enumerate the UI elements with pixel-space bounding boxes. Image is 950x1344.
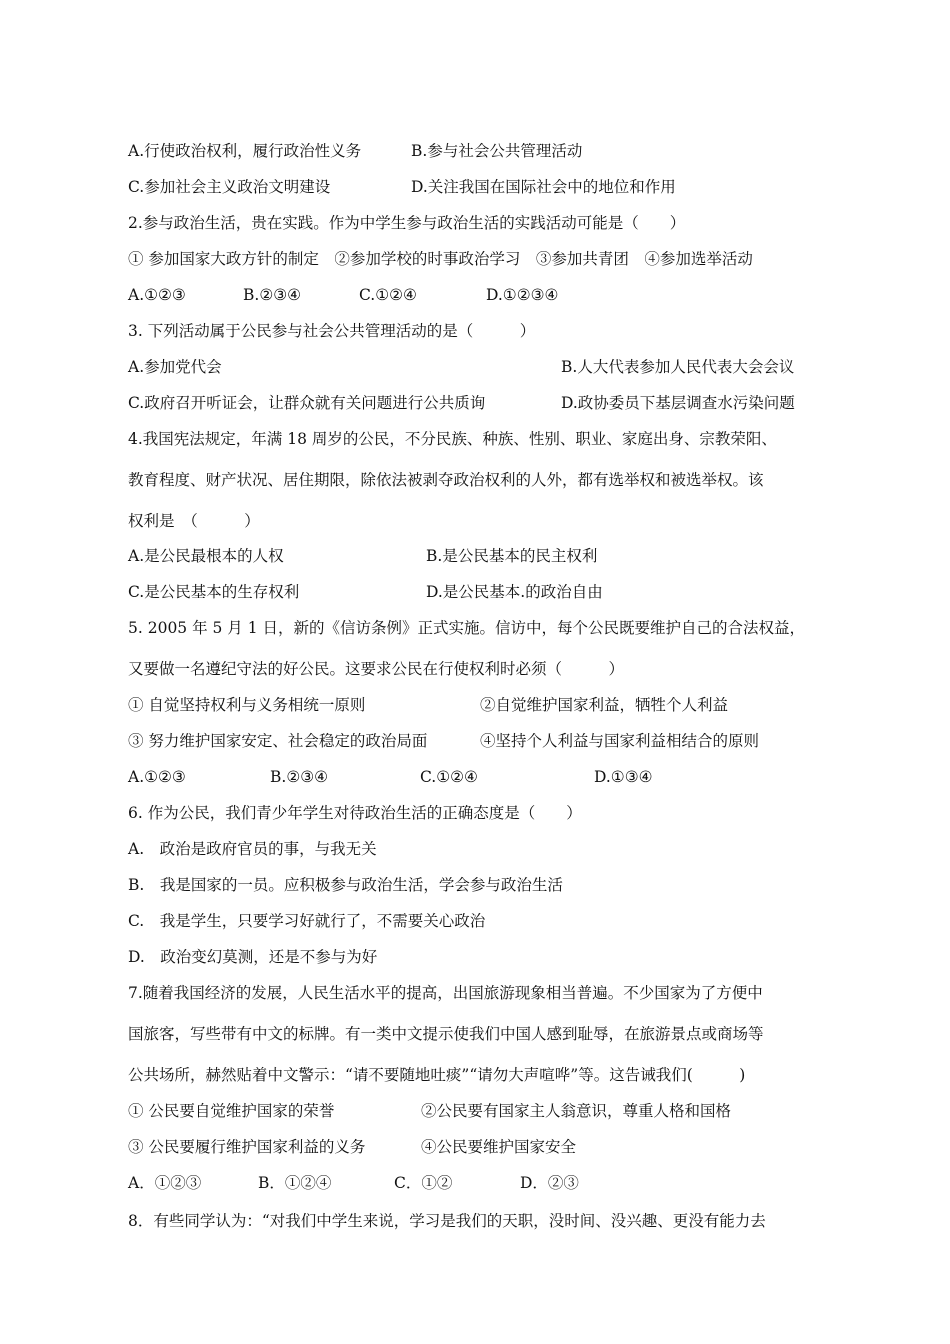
q5-option-a: A.①②③ (128, 768, 186, 786)
q6-option-c: C. 我是学生，只要学习好就行了，不需要关心政治 (128, 912, 486, 930)
q3-stem: 3. 下列活动属于公民参与社会公共管理活动的是（ ） (128, 322, 536, 340)
q1-option-d: D.关注我国在国际社会中的地位和作用 (411, 178, 676, 196)
q2-option-c: C.①②④ (359, 286, 417, 304)
q7-option-d: D．②③ (520, 1174, 579, 1192)
q3-option-c: C.政府召开听证会，让群众就有关问题进行公共质询 (128, 394, 486, 412)
q1-option-c: C.参加社会主义政治文明建设 (128, 178, 331, 196)
q5-stem-line-1: 5. 2005 年 5 月 1 日，新的《信访条例》正式实施。信访中，每个公民既要维护自己的合法权益， (128, 619, 806, 637)
q4-stem-line-1: 4.我国宪法规定，年满 18 周岁的公民，不分民族、种族、性别、职业、家庭出身、宗教荣阳、 (128, 430, 777, 448)
q7-option-a: A．①②③ (128, 1174, 202, 1192)
q6-stem: 6. 作为公民，我们青少年学生对待政治生活的正确态度是（ ） (128, 804, 582, 822)
q2-option-b: B.②③④ (243, 286, 302, 304)
q1-option-b: B.参与社会公共管理活动 (411, 142, 583, 160)
q2-option-a: A.①②③ (128, 286, 186, 304)
q5-item-1: ① 自觉坚持权利与义务相统一原则 (128, 696, 366, 714)
q7-item-1: ① 公民要自觉维护国家的荣誉 (128, 1102, 335, 1120)
q4-stem-line-2: 教育程度、财产状况、居住期限，除依法被剥夺政治权利的人外，都有选举权和被选举权。该 (128, 471, 764, 489)
q7-item-2: ②公民要有国家主人翁意识，尊重人格和国格 (421, 1102, 732, 1120)
q4-option-c: C.是公民基本的生存权利 (128, 583, 300, 601)
q3-option-a: A.参加党代会 (128, 358, 222, 376)
q3-option-b: B.人大代表参加人民代表大会会议 (561, 358, 795, 376)
q8-stem-line-1: 8．有些同学认为：“对我们中学生来说，学习是我们的天职，没时间、没兴趣、更没有能力去 (128, 1212, 766, 1230)
q7-option-c: C．①② (394, 1174, 453, 1192)
q6-option-b: B. 我是国家的一员。应积极参与政治生活，学会参与政治生活 (128, 876, 563, 894)
q7-option-b: B．①②④ (258, 1174, 332, 1192)
q6-option-a: A. 政治是政府官员的事，与我无关 (128, 840, 377, 858)
q5-item-4: ④坚持个人利益与国家利益相结合的原则 (480, 732, 760, 750)
q7-stem-line-3: 公共场所，赫然贴着中文警示：“请不要随地吐痰”“请勿大声喧哗”等。这告诫我们( ) (128, 1066, 746, 1084)
q2-items: ① 参加国家大政方针的制定 ②参加学校的时事政治学习 ③参加共青团 ④参加选举活动 (128, 250, 753, 268)
q5-option-b: B.②③④ (270, 768, 329, 786)
q5-option-d: D.①③④ (594, 768, 653, 786)
q7-item-4: ④公民要维护国家安全 (421, 1138, 577, 1156)
q5-item-3: ③ 努力维护国家安定、社会稳定的政治局面 (128, 732, 428, 750)
q4-option-d: D.是公民基本.的政治自由 (426, 583, 603, 601)
q6-option-d: D. 政治变幻莫测，还是不参与为好 (128, 948, 378, 966)
q5-item-2: ②自觉维护国家利益，牺牲个人利益 (480, 696, 729, 714)
q5-stem-line-2: 又要做一名遵纪守法的好公民。这要求公民在行使权利时必须（ ） (128, 660, 625, 678)
q4-stem-line-3: 权利是 （ ） (128, 512, 260, 530)
q7-stem-line-2: 国旅客，写些带有中文的标牌。有一类中文提示使我们中国人感到耻辱，在旅游景点或商场等 (128, 1025, 764, 1043)
q2-option-d: D.①②③④ (486, 286, 559, 304)
q5-option-c: C.①②④ (420, 768, 478, 786)
q2-stem: 2.参与政治生活，贵在实践。作为中学生参与政治生活的实践活动可能是（ ） (128, 214, 686, 232)
q7-stem-line-1: 7.随着我国经济的发展，人民生活水平的提高，出国旅游现象相当普遍。不少国家为了方便中 (128, 984, 763, 1002)
q7-item-3: ③ 公民要履行维护国家利益的义务 (128, 1138, 366, 1156)
q4-option-a: A.是公民最根本的人权 (128, 547, 284, 565)
q1-option-a: A.行使政治权利，履行政治性义务 (128, 142, 362, 160)
q3-option-d: D.政协委员下基层调查水污染问题 (561, 394, 795, 412)
q4-option-b: B.是公民基本的民主权利 (426, 547, 598, 565)
